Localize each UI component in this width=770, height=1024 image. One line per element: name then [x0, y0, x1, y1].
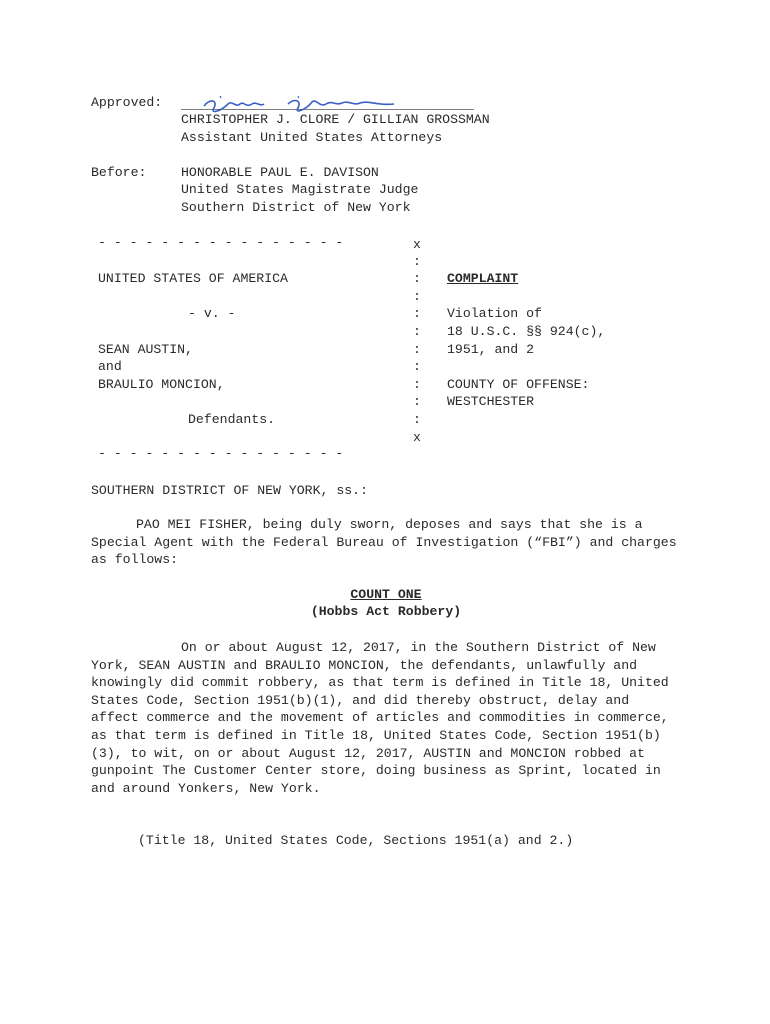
- caption-colon: :: [413, 306, 421, 321]
- and-word: and: [98, 359, 122, 374]
- defendant-2: BRAULIO MONCION,: [98, 377, 225, 392]
- caption-colon: :: [413, 359, 421, 374]
- signer-names: CHRISTOPHER J. CLORE / GILLIAN GROSSMAN: [181, 112, 490, 127]
- before-label: Before:: [91, 165, 147, 180]
- caption-top-dashes: - - - - - - - - - - - - - - - -: [98, 235, 344, 250]
- signature-line: _____________________________________: [181, 97, 474, 112]
- signer-title: Assistant United States Attorneys: [181, 130, 443, 145]
- intro-paragraph: PAO MEI FISHER, being duly sworn, deposes and says that she is a Special Agent with the Federal Bureau of Investigation (“FBI”) and charges as follows:: [91, 517, 677, 568]
- judge-title: United States Magistrate Judge: [181, 182, 419, 197]
- venue-line: SOUTHERN DISTRICT OF NEW YORK, ss.:: [91, 483, 368, 498]
- violation-line-3: 1951, and 2: [447, 342, 535, 357]
- document-type: COMPLAINT: [447, 271, 519, 286]
- count-subheading: (Hobbs Act Robbery): [310, 604, 462, 619]
- violation-line-2: 18 U.S.C. §§ 924(c),: [447, 324, 606, 339]
- violation-line-1: Violation of: [447, 306, 542, 321]
- caption-colon: :: [413, 324, 421, 339]
- defendants-label: Defendants.: [188, 412, 276, 427]
- defendant-1: SEAN AUSTIN,: [98, 342, 193, 357]
- caption-colon: :: [413, 377, 421, 392]
- count-heading: COUNT ONE: [350, 587, 422, 602]
- county-label: COUNTY OF OFFENSE:: [447, 377, 590, 392]
- plaintiff-name: UNITED STATES OF AMERICA: [98, 271, 288, 286]
- caption-bottom-dashes: - - - - - - - - - - - - - - - -: [98, 446, 344, 461]
- caption-colon: :: [413, 289, 421, 304]
- approved-label: Approved:: [91, 95, 163, 110]
- judge-name: HONORABLE PAUL E. DAVISON: [181, 165, 379, 180]
- judge-district: Southern District of New York: [181, 200, 411, 215]
- caption-colon: :: [413, 271, 421, 286]
- caption-x-top: x: [413, 237, 421, 252]
- caption-colon: :: [413, 342, 421, 357]
- county-value: WESTCHESTER: [447, 394, 535, 409]
- caption-colon: :: [413, 254, 421, 269]
- caption-colon: :: [413, 394, 421, 409]
- versus-label: - v. -: [188, 306, 236, 321]
- caption-x-bottom: x: [413, 430, 421, 445]
- count-body: On or about August 12, 2017, in the Southern District of New York, SEAN AUSTIN and BRAULIO MONCION, the defendants, unlawfully and knowingly did commit robbery, as that term is defined in Title 18, United States Code, Section 1951(b)(1), and did thereby obstruct, delay and affect commerce and the movement of articles and commodities in commerce, as that term is defined in Title 18, United States Code, Section 1951(b)(3), to wit, on or about August 12, 2017, AUSTIN and MONCION robbed at gunpoint The Customer Center store, doing business as Sprint, located in and around Yonkers, New York.: [91, 640, 669, 796]
- count-citation: (Title 18, United States Code, Sections 1951(a) and 2.): [138, 833, 574, 848]
- caption-colon: :: [413, 412, 421, 427]
